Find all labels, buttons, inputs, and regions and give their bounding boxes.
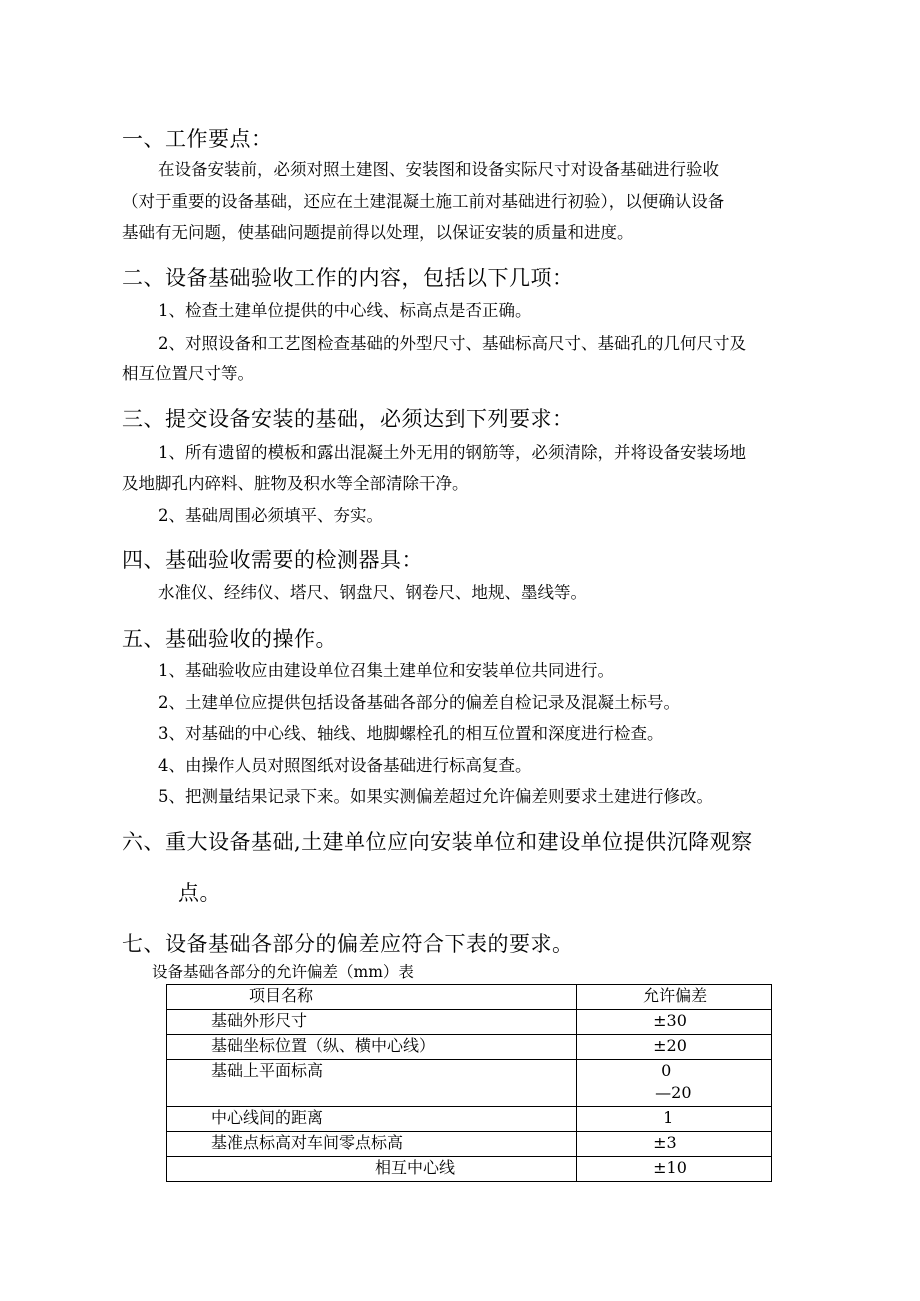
section-1-line-1: 在设备安装前，必须对照土建图、安装图和设备实际尺寸对设备基础进行验收 <box>158 160 719 179</box>
section-2-line-1: 1、检查土建单位提供的中心线、标高点是否正确。 <box>158 301 532 320</box>
section-2-line-3: 相互位置尺寸等。 <box>122 364 254 383</box>
table-row <box>167 1060 772 1107</box>
row-value: ±3 <box>577 1132 772 1157</box>
section-5-line-4: 4、由操作人员对照图纸对设备基础进行标高复查。 <box>158 756 532 775</box>
row-item: 基础坐标位置（纵、横中心线） <box>167 1035 577 1060</box>
section-3-line-2: 及地脚孔内碎料、脏物及积水等全部清除干净。 <box>122 474 469 493</box>
section-7-heading: 七、设备基础各部分的偏差应符合下表的要求。 <box>122 932 574 956</box>
tolerance-table <box>166 984 772 1182</box>
section-4-heading: 四、基础验收需要的检测器具： <box>122 548 423 572</box>
section-3-heading: 三、提交设备安装的基础，必须达到下列要求： <box>122 407 574 431</box>
row-value: ±30 <box>577 1010 772 1035</box>
row-item: 基础外形尺寸 <box>167 1010 577 1035</box>
row-item: 相互中心线 <box>167 1157 577 1182</box>
table-row <box>167 1010 772 1035</box>
table-row <box>167 1107 772 1132</box>
section-2-line-2: 2、对照设备和工艺图检查基础的外型尺寸、基础标高尺寸、基础孔的几何尺寸及 <box>158 334 746 353</box>
table-row <box>167 1132 772 1157</box>
row-value: ±10 <box>577 1157 772 1182</box>
section-3-line-1: 1、所有遗留的模板和露出混凝土外无用的钢筋等，必须清除，并将设备安装场地 <box>158 443 746 462</box>
row-value: ±20 <box>577 1035 772 1060</box>
section-1-line-2: （对于重要的设备基础，还应在土建混凝土施工前对基础进行初验），以便确认设备 <box>122 192 725 211</box>
header-item-name: 项目名称 <box>167 985 577 1010</box>
row-value-secondary: —20 <box>655 1083 692 1102</box>
table-row <box>167 1157 772 1182</box>
row-value-multi <box>577 1060 772 1107</box>
section-6-heading: 六、重大设备基础,土建单位应向安装单位和建设单位提供沉降观察 <box>122 830 753 854</box>
section-5-heading: 五、基础验收的操作。 <box>122 627 337 651</box>
row-value: 0 <box>661 1061 672 1080</box>
section-3-line-3: 2、基础周围必须填平、夯实。 <box>158 506 383 525</box>
section-5-line-2: 2、土建单位应提供包括设备基础各部分的偏差自检记录及混凝土标号。 <box>158 693 680 712</box>
section-1-line-3: 基础有无问题，使基础问题提前得以处理，以保证安装的质量和进度。 <box>122 223 634 242</box>
table-header-row <box>167 985 772 1010</box>
section-5-line-3: 3、对基础的中心线、轴线、地脚螺栓孔的相互位置和深度进行检查。 <box>158 724 664 743</box>
table-caption: 设备基础各部分的允许偏差（mm）表 <box>152 963 414 981</box>
row-value: 1 <box>577 1107 772 1132</box>
row-item: 基准点标高对车间零点标高 <box>167 1132 577 1157</box>
section-2-heading: 二、设备基础验收工作的内容，包括以下几项： <box>122 266 574 290</box>
row-item: 基础上平面标高 <box>167 1060 577 1107</box>
row-item: 中心线间的距离 <box>167 1107 577 1132</box>
section-1-heading: 一、工作要点： <box>122 127 273 151</box>
header-tolerance: 允许偏差 <box>577 985 772 1010</box>
section-5-line-5: 5、把测量结果记录下来。如果实测偏差超过允许偏差则要求土建进行修改。 <box>158 787 713 806</box>
table-row <box>167 1035 772 1060</box>
section-5-line-1: 1、基础验收应由建设单位召集土建单位和安装单位共同进行。 <box>158 661 614 680</box>
section-6-line-1: 点。 <box>178 881 221 905</box>
section-4-line-1: 水准仪、经纬仪、塔尺、钢盘尺、钢卷尺、地规、墨线等。 <box>158 583 587 602</box>
